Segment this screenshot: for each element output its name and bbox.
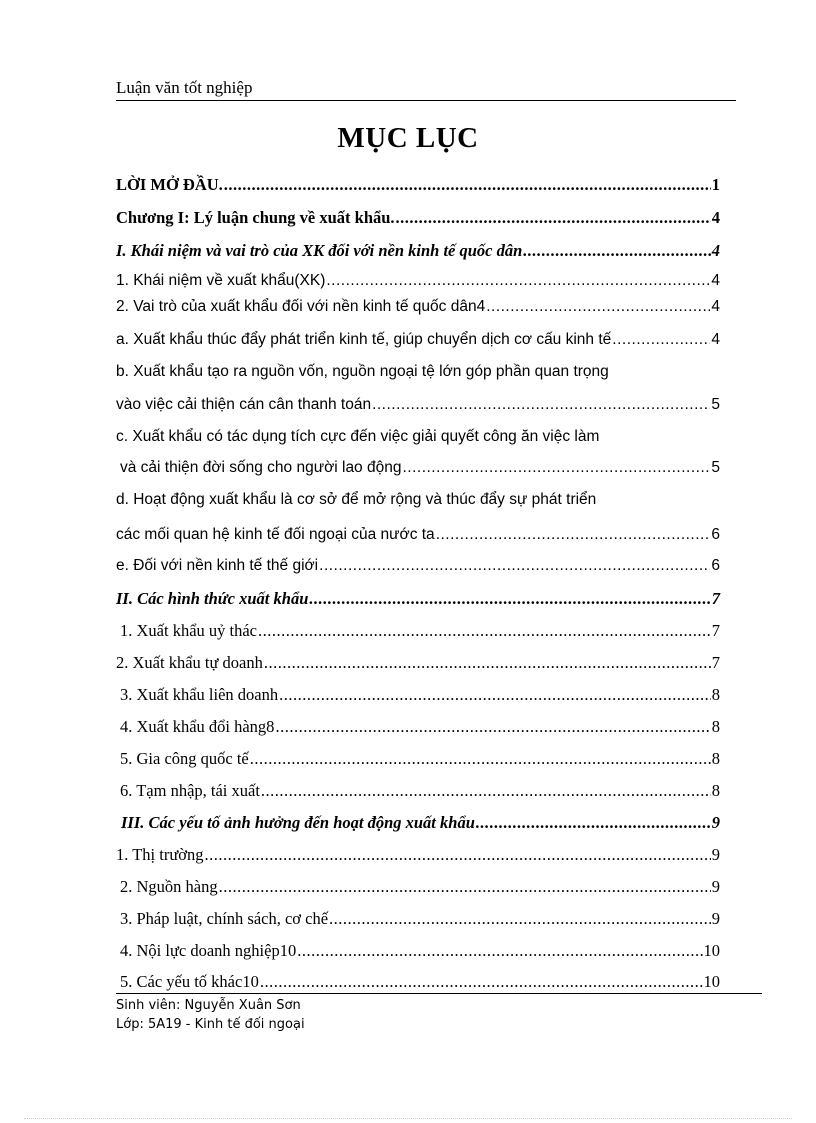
toc-page-number: 10 [703,941,720,960]
toc-entry-text: 4. Xuất khẩu đổi hàng8 [120,717,275,736]
dot-leader [205,843,711,867]
toc-page-number: 5 [711,396,720,413]
footer-divider [116,993,762,994]
dot-leader [319,554,710,578]
toc-entry-text: 1. Khái niệm về xuất khẩu(XK) [116,272,326,289]
toc-page-number: 7 [711,653,720,672]
toc-entry [116,173,720,197]
toc-entry-text: III. Các yếu tố ảnh hưởng đến hoạt động xuất khẩu [121,813,475,832]
toc-page-number: 1 [711,175,720,194]
page-bottom-edge [24,1118,792,1119]
toc-entry [116,651,720,675]
toc-page-number: 8 [711,717,720,736]
dot-leader [261,779,711,803]
toc-entry [116,875,720,899]
toc-page-number: 8 [711,749,720,768]
toc-entry-line1: c. Xuất khẩu có tác dụng tích cực đến việc giải quyết công ăn việc làm [116,428,600,445]
dot-leader [275,715,710,739]
toc-entry [116,811,720,835]
dot-leader [523,239,710,263]
toc-entry [116,747,720,771]
toc-page-number: 8 [711,781,720,800]
dot-leader [326,269,710,293]
dot-leader [329,907,711,931]
dot-leader [309,587,710,611]
dot-leader [612,328,710,352]
toc-page-number: 5 [711,459,720,476]
toc-entry-text: 2. Xuất khẩu tự doanh [116,653,263,672]
toc-entry-text: I. Khái niệm và vai trò của XK đối với nền kinh tế quốc dân [116,241,523,260]
toc-entry-text: 2. Nguồn hàng [120,877,218,896]
footer-class: Lớp: 5A19 - Kinh tế đối ngoại [116,1017,305,1032]
toc-entry-text: 3. Xuất khẩu liên doanh [120,685,279,704]
toc-entry-text: 5. Gia công quốc tế [120,749,249,768]
toc-page-number: 7 [711,589,720,608]
dot-leader [372,393,710,417]
dot-leader [486,295,710,319]
toc-entry-text: 2. Vai trò của xuất khẩu đối với nền kinh tế quốc dân4 [116,298,486,315]
toc-entry [116,779,720,803]
toc-entry [116,907,720,931]
toc-entry-text: e. Đối với nền kinh tế thế giới [116,557,319,574]
toc-entry-text: và cải thiện đời sống cho người lao động [120,459,402,476]
dot-leader [260,970,703,994]
toc-page-number: 9 [711,813,720,832]
toc-entry [116,554,720,578]
toc-entry [116,843,720,867]
toc-entry [116,328,720,352]
dot-leader [436,523,711,547]
toc-entry-line1: d. Hoạt động xuất khẩu là cơ sở để mở rộng và thúc đẩy sự phát triển [116,491,597,508]
toc-page-number: 9 [711,877,720,896]
running-header: Luận văn tốt nghiệp [116,78,736,101]
dot-leader [219,875,711,899]
toc-entry [116,269,720,293]
toc-page-number: 4 [711,208,720,227]
toc-entry-text: vào việc cải thiện cán cân thanh toán [116,396,372,413]
toc-entry [116,970,720,994]
toc-entry [116,683,720,707]
toc-page-number: 4 [711,331,720,348]
toc-entry [116,295,720,319]
toc-page-number: 9 [711,909,720,928]
toc-entry-text: Chương I: Lý luận chung về xuất khẩu. [116,208,395,227]
toc-entry [116,587,720,611]
toc-page-number: 10 [703,972,720,991]
dot-leader [476,811,711,835]
toc-entry [116,206,720,230]
dot-leader [396,206,711,230]
toc-entry-text: các mối quan hệ kinh tế đối ngoại của nước ta [116,526,435,543]
toc-page-number: 4 [711,272,720,289]
toc-entry-text: 6. Tạm nhập, tái xuất [120,781,260,800]
toc-entry-text: 4. Nội lực doanh nghiệp10 [120,941,297,960]
toc-page-number: 6 [711,557,720,574]
dot-leader [279,683,711,707]
dot-leader [258,619,711,643]
toc-entry-text: 5. Các yếu tố khác10 [120,972,259,991]
toc-entry-text: a. Xuất khẩu thúc đẩy phát triển kinh tế, giúp chuyển dịch cơ cấu kinh tế [116,331,612,348]
dot-leader [224,173,711,197]
dot-leader [402,456,710,480]
toc-entry-text: 1. Xuất khẩu uỷ thác [120,621,258,640]
toc-entry-text: II. Các hình thức xuất khẩu [116,589,309,608]
toc-entry [116,939,720,963]
toc-page-number: 7 [711,621,720,640]
toc-entry [116,239,720,263]
dot-leader [297,939,702,963]
toc-entry [116,393,720,417]
toc-page-number: 8 [711,685,720,704]
page-title: MỤC LỤC [337,122,479,154]
toc-entry-text: 1. Thị trường [116,845,204,864]
dot-leader [264,651,711,675]
dot-leader [250,747,711,771]
toc-entry [116,456,720,480]
toc-page-number: 4 [711,298,720,315]
toc-entry [116,523,720,547]
toc-page-number: 4 [711,241,720,260]
footer-student-name: Sinh viên: Nguyễn Xuân Sơn [116,998,301,1013]
toc-page-number: 6 [711,526,720,543]
toc-entry [116,715,720,739]
page-footer [116,996,305,1034]
toc-page-number: 9 [711,845,720,864]
toc-entry-text: 3. Pháp luật, chính sách, cơ chế [120,909,329,928]
toc-entry-line1: b. Xuất khẩu tạo ra nguồn vốn, nguồn ngoại tệ lớn góp phần quan trọng [116,363,609,380]
toc-entry [116,619,720,643]
toc-entry-text: LỜI MỞ ĐẦU. [116,175,223,194]
